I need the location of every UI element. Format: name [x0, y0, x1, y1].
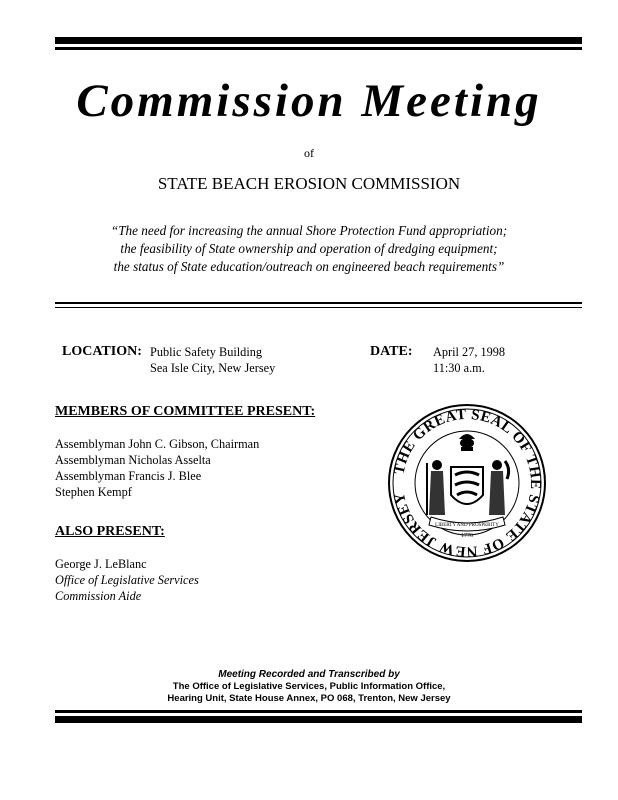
- staff-role: Commission Aide: [55, 589, 142, 603]
- footer-line: The Office of Legislative Services, Public Information Office,: [172, 681, 446, 692]
- location-line: Public Safety Building: [150, 345, 263, 359]
- member-name: Assemblyman Francis J. Blee: [55, 469, 202, 483]
- transcription-credit: [0, 669, 618, 705]
- seal-year: 1776: [461, 533, 473, 539]
- member-name: Stephen Kempf: [55, 485, 132, 499]
- page-title: Commission Meeting: [76, 75, 542, 127]
- members-heading: MEMBERS OF COMMITTEE PRESENT:: [55, 404, 316, 419]
- topic-line: the feasibility of State ownership and operation of dredging equipment;: [120, 241, 498, 256]
- bottom-bar-thin: [55, 710, 582, 713]
- of-text: of: [304, 146, 314, 160]
- commission-name: STATE BEACH EROSION COMMISSION: [157, 174, 461, 193]
- footer-line: Hearing Unit, State House Annex, PO 068, Trenton, New Jersey: [167, 693, 451, 704]
- bottom-bar-thick: [55, 716, 582, 723]
- staff-name: George J. LeBlanc: [55, 557, 147, 571]
- state-seal-icon: [387, 403, 547, 563]
- staff-office: Office of Legislative Services: [55, 573, 199, 587]
- member-name: Assemblyman John C. Gibson, Chairman: [55, 437, 260, 451]
- seal-ribbon-text: LIBERTY AND PROSPERITY: [435, 523, 499, 528]
- meeting-topics: [0, 222, 618, 276]
- topic-line: the status of State education/outreach on engineered beach requirements”: [113, 259, 505, 274]
- divider-rule-upper: [55, 302, 582, 304]
- date-label: DATE:: [370, 344, 413, 359]
- also-present-list: [55, 556, 199, 604]
- location-line: Sea Isle City, New Jersey: [150, 361, 276, 375]
- location-label: LOCATION:: [62, 344, 142, 359]
- top-bar-thick: [55, 37, 582, 44]
- member-name: Assemblyman Nicholas Asselta: [55, 453, 211, 467]
- topic-line: “The need for increasing the annual Shore Protection Fund appropriation;: [110, 223, 508, 238]
- seal-outer-text: THE GREAT SEAL OF THE STATE OF NEW JERSEY: [391, 406, 544, 560]
- date-line: April 27, 1998: [433, 345, 506, 359]
- footer-heading: Meeting Recorded and Transcribed by: [218, 669, 400, 680]
- top-bar-thin: [55, 47, 582, 50]
- also-present-heading: ALSO PRESENT:: [55, 524, 165, 539]
- divider-rule-lower: [55, 307, 582, 308]
- members-list: [55, 436, 259, 500]
- date-line: 11:30 a.m.: [433, 361, 485, 375]
- date-value: [433, 344, 505, 376]
- location-value: [150, 344, 275, 376]
